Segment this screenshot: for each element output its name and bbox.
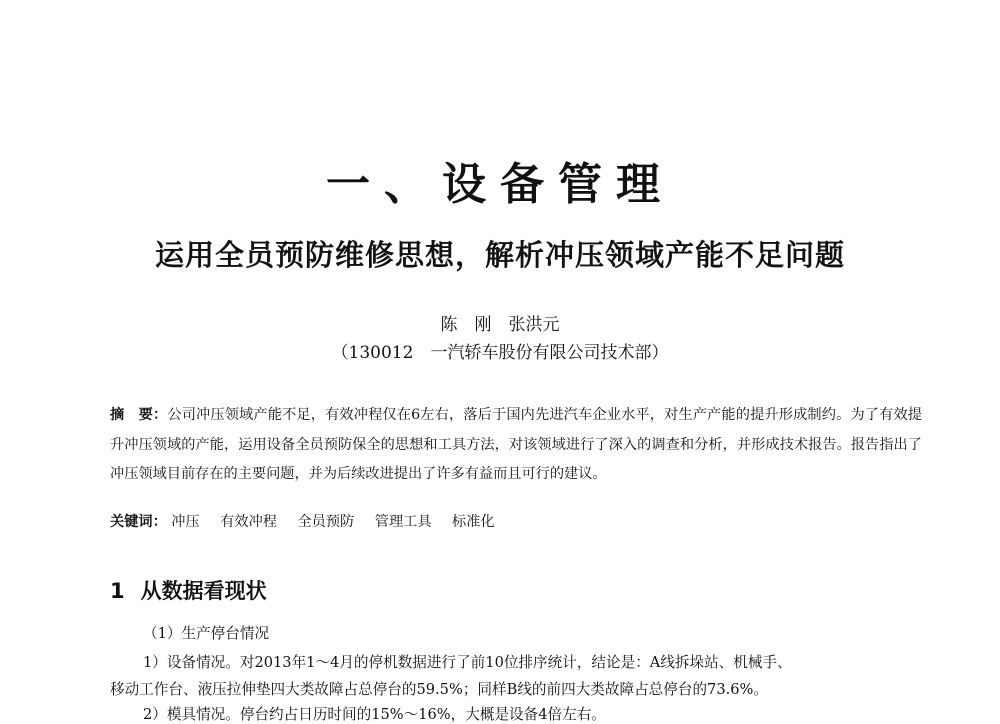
subsection-heading: （1）生产停台情况 <box>143 625 270 642</box>
section-heading-text: 从数据看现状 <box>140 579 267 603</box>
keyword: 有效冲程 <box>220 514 277 530</box>
abstract-text: 公司冲压领域产能不足，有效冲程仅在6左右，落后于国内先进汽车企业水平，对生产产能的提升形成制约。为了有效提升冲压领域的产能，运用设备全员预防保全的思想和工具方法，对该领域进行了深入的调查和分析，并形成技术报告。报告指出了冲压领域目前存在的主要问题，并为后续改进提出了许多有益而且可行的建议。 <box>110 407 922 482</box>
article-title: 运用全员预防维修思想，解析冲压领域产能不足问题 <box>154 238 845 272</box>
section-title: 一、设备管理 <box>326 159 674 210</box>
paragraph-line: 移动工作台、液压拉伸垫四大类故障占总停台的59.5%；同样B线的前四大类故障占总停台的73.6%。 <box>110 681 769 698</box>
affiliation: （130012 一汽轿车股份有限公司技术部） <box>331 343 669 363</box>
abstract-label: 摘 要： <box>110 407 168 423</box>
keyword: 全员预防 <box>297 514 355 530</box>
keywords-label: 关键词： <box>110 514 167 530</box>
abstract <box>110 401 922 490</box>
paragraph-line: 1）设备情况。对2013年1～4月的停机数据进行了前10位排序统计，结论是：A线拆垛站、机械手、 <box>143 654 792 671</box>
keyword: 冲压 <box>171 514 200 530</box>
keyword: 管理工具 <box>374 514 432 530</box>
section-heading <box>110 575 267 605</box>
keywords <box>110 511 511 531</box>
keyword: 标准化 <box>452 514 495 530</box>
paragraph-line: 2）模具情况。停台约占日历时间的15%～16%，大概是设备4倍左右。 <box>143 706 606 723</box>
authors: 陈 刚 张洪元 <box>440 315 560 335</box>
section-number: 1 <box>110 579 125 603</box>
